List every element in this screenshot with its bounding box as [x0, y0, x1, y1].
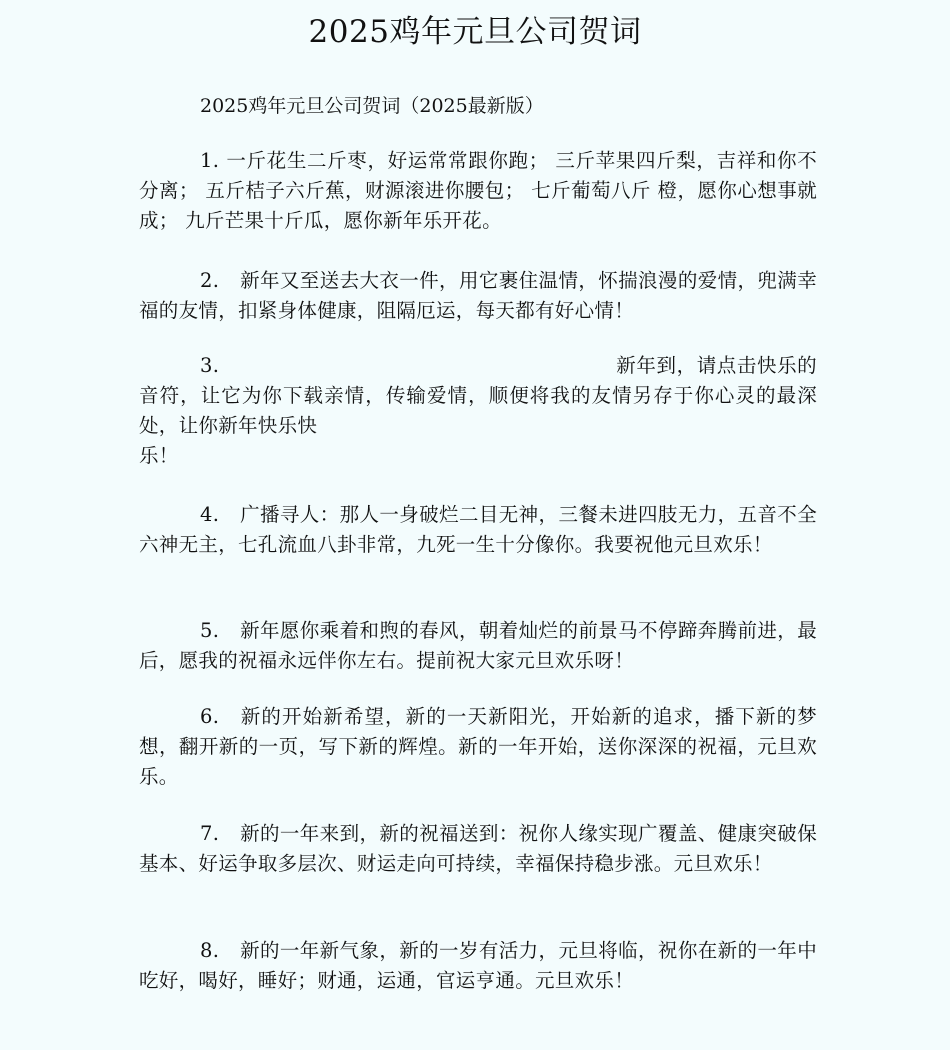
paragraph-8: [139, 936, 817, 996]
paragraph-number: 7.: [200, 822, 220, 845]
paragraph-text: 新年到，请点击快乐的音符，让它为你下载亲情，传输爱情，顺便将我的友情另存于你心灵的最深处，让你新年快乐快: [139, 354, 817, 437]
paragraph-4: [139, 500, 817, 560]
paragraph-text: 新的开始新希望，新的一天新阳光，开始新的追求，播下新的梦想，翻开新的一页，写下新的辉煌。新的一年开始，送你深深的祝福，元旦欢乐。: [139, 705, 817, 788]
paragraph-number: 8.: [200, 939, 220, 962]
paragraph-tail: 乐！: [139, 444, 179, 467]
paragraph-text: 一斤花生二斤枣，好运常常跟你跑； 三斤苹果四斤梨，吉祥和你不分离； 五斤桔子六斤蕉，财源滚进你腰包； 七斤葡萄八斤 橙，愿你心想事就成； 九斤芒果十斤瓜，愿你新年乐开花。: [139, 149, 817, 232]
paragraph-7: [139, 819, 817, 879]
paragraph-text: 新的一年新气象，新的一岁有活力，元旦将临，祝你在新的一年中吃好，喝好，睡好；财通，运通，官运亨通。元旦欢乐！: [139, 939, 817, 992]
document-subtitle: 2025鸡年元旦公司贺词（2025最新版）: [200, 95, 544, 117]
paragraph-2: [139, 266, 817, 326]
document-title: 2025鸡年元旦公司贺词: [308, 14, 642, 50]
paragraph-text: 新的一年来到，新的祝福送到：祝你人缘实现广覆盖、健康突破保基本、好运争取多层次、财运走向可持续，幸福保持稳步涨。元旦欢乐！: [139, 822, 817, 875]
paragraph-text: 新年又至送去大衣一件，用它裹住温情，怀揣浪漫的爱情，兜满幸福的友情，扣紧身体健康，阻隔厄运，每天都有好心情！: [139, 269, 817, 322]
paragraph-number: 1.: [200, 149, 220, 172]
paragraph-number: 3.: [200, 354, 220, 377]
paragraph-3: [139, 351, 817, 471]
paragraph-text: 广播寻人：那人一身破烂二目无神，三餐未进四肢无力，五音不全六神无主，七孔流血八卦非常，九死一生十分像你。我要祝他元旦欢乐！: [139, 503, 817, 556]
paragraph-number: 2.: [200, 269, 220, 292]
paragraph-number: 4.: [200, 503, 220, 526]
paragraph-6: [139, 702, 817, 792]
paragraph-5: [139, 616, 817, 676]
paragraph-number: 6.: [200, 705, 220, 728]
paragraph-number: 5.: [200, 619, 220, 642]
paragraph-1: [139, 146, 817, 236]
paragraph-text: 新年愿你乘着和煦的春风，朝着灿烂的前景马不停蹄奔腾前进，最后，愿我的祝福永远伴你左右。提前祝大家元旦欢乐呀！: [139, 619, 817, 672]
